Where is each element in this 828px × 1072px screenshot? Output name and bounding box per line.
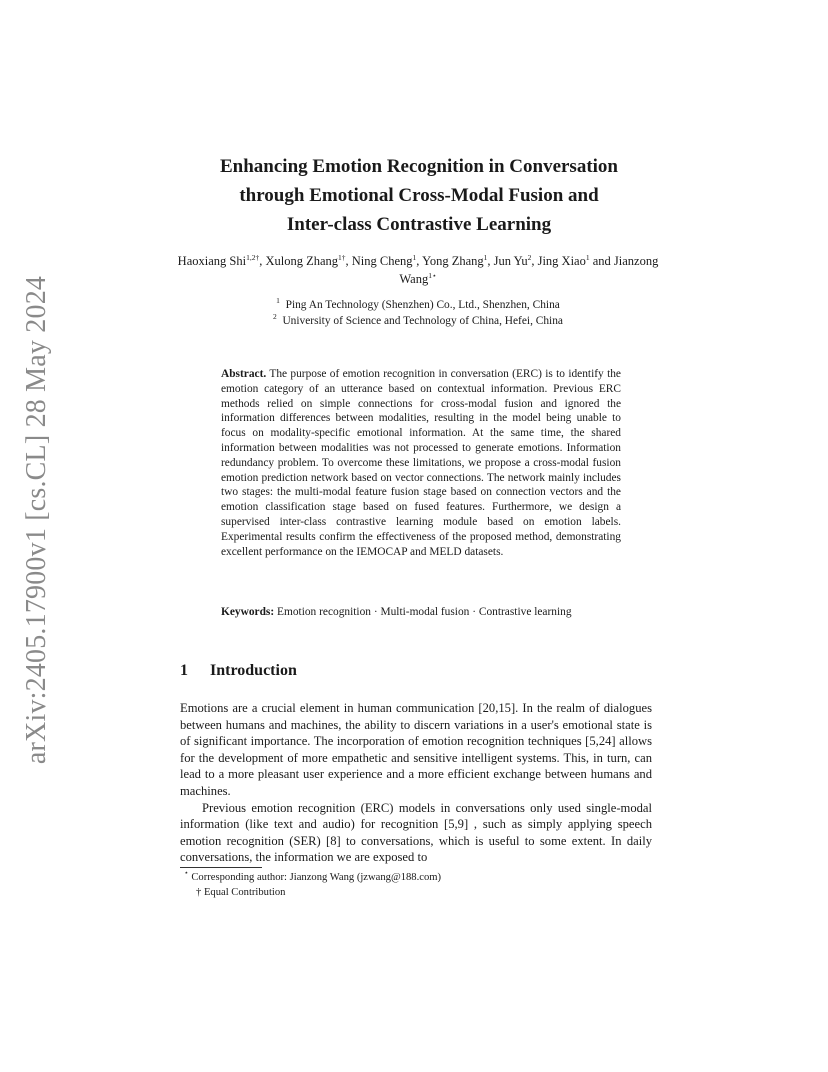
affiliation-text: Ping An Technology (Shenzhen) Co., Ltd., Shenzhen, China [285,299,560,311]
footnotes [180,868,652,900]
affiliation-item [170,313,666,329]
author-affil-mark: 2 [527,253,532,262]
author-affil-mark: 1 [483,253,488,262]
body-text [180,700,652,866]
title-line-1: Enhancing Emotion Recognition in Conversation [220,156,618,177]
author-list [170,252,666,288]
affiliation-mark: 2 [273,312,277,321]
author-affil-mark: 1 [412,253,417,262]
author-affil-mark: 1† [338,253,346,262]
arxiv-stamp-text: arXiv:2405.17900v1 [cs.CL] 28 May 2024 [21,275,52,765]
affiliation-text: University of Science and Technology of China, Hefei, China [282,315,563,327]
author-name: , Yong Zhang [416,254,484,268]
abstract-label: Abstract. [221,368,267,380]
section-heading [180,662,297,680]
author-name: , Ning Cheng [345,254,413,268]
footnote-mark: ⋆ [184,868,189,877]
author-name: , Jun Yu [487,254,528,268]
section-number: 1 [180,662,188,679]
title-line-2: through Emotional Cross-Modal Fusion and [239,185,599,206]
arxiv-stamp [20,275,54,765]
author-affil-mark: 1⋆ [428,271,437,280]
paper-title [150,152,688,239]
abstract [221,367,621,559]
section-title: Introduction [210,662,297,679]
paragraph: Previous emotion recognition (ERC) models in conversations only used single-modal information (like text and audio) for recognition [5,9] , such as simply applying speech emotion recognition (SER) [8] to conversations, which is useful to some extent. In daily conversations, the information we are exposed to [180,800,652,865]
affiliation-item [170,297,666,313]
affiliation-list [170,297,666,329]
author-name: , Jing Xiao [531,254,586,268]
author-name: and Jianzong Wang [399,254,659,286]
author-affil-mark: 1,2† [246,253,260,262]
keywords-label: Keywords: [221,606,275,618]
keywords [221,605,621,620]
paragraph: Emotions are a crucial element in human communication [20,15]. In the realm of dialogues between humans and machines, the ability to discern variations in a user's emotional state is of significant importance. The incorporation of emotion recognition techniques [5,24] allows for the development of more empathetic and sensitive intelligent systems. This, in turn, can lead to a more pleasant user experience and a more efficient exchange between humans and machines. [180,701,652,798]
footnote-corresponding-text: Corresponding author: Jianzong Wang (jzwang@188.com) [191,872,442,883]
affiliation-mark: 1 [276,296,280,305]
footnote-equal: † Equal Contribution [196,886,286,898]
keywords-text: Emotion recognition · Multi-modal fusion · Contrastive learning [277,606,572,618]
author-name: Haoxiang Shi [177,254,247,268]
footnote-rule [180,867,262,868]
author-affil-mark: 1 [585,253,590,262]
author-name: , Xulong Zhang [259,254,339,268]
title-line-3: Inter-class Contrastive Learning [286,214,552,235]
footnote-corresponding [180,868,652,886]
abstract-text: The purpose of emotion recognition in conversation (ERC) is to identify the emotion category of an utterance based on contextual information. Previous ERC methods relied on simple connections for cross-modal fusion and ignored the information differences between modalities, resulting in the model being unable to focus on modality-specific emotional information. At the same time, the shared information between modalities was not processed to generate emotions. Information redundancy problem. To overcome these limitations, we propose a cross-modal fusion emotion prediction network based on vector connections. The network mainly includes two stages: the multi-modal feature fusion stage based on connection vectors and the emotion classification stage based on fused features. Furthermore, we design a supervised inter-class contrastive learning module based on emotion labels. Experimental results confirm the effectiveness of the proposed method, demonstrating excellent performance on the IEMOCAP and MELD datasets. [221,368,621,558]
